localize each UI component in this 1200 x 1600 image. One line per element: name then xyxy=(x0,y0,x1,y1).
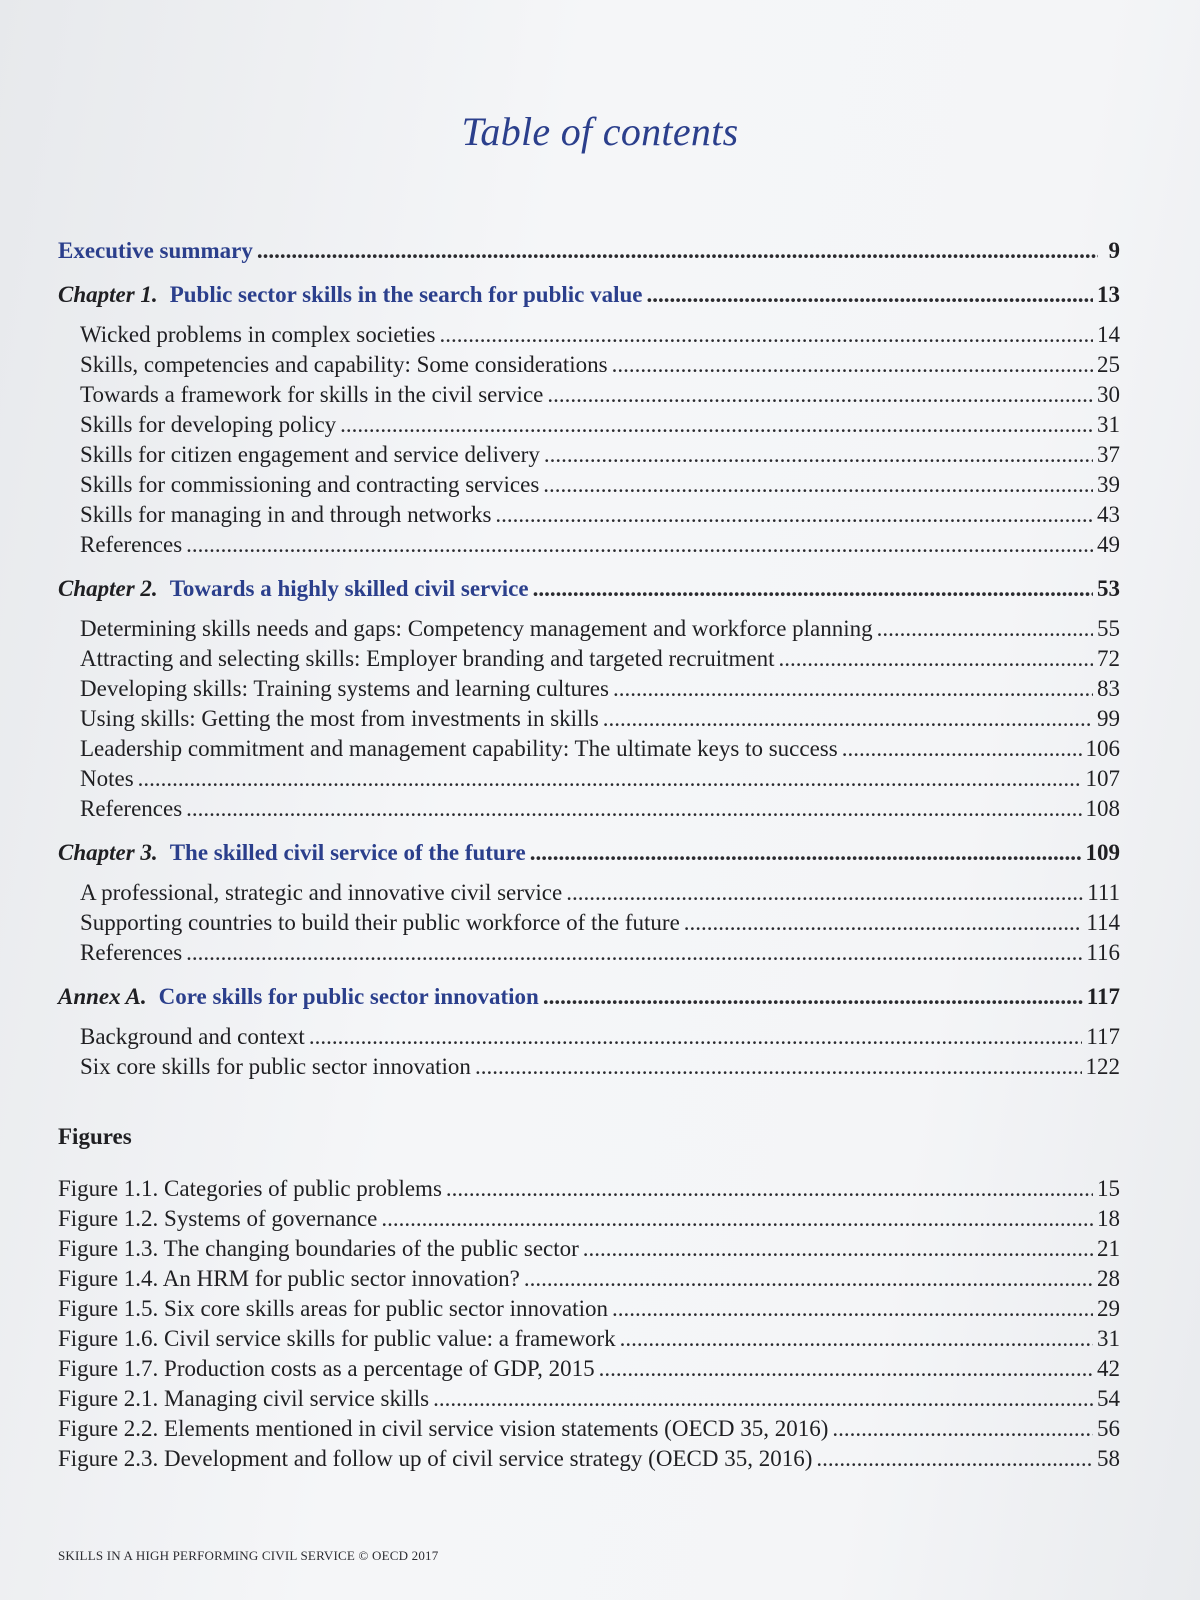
toc-figure-entry[interactable] xyxy=(58,1234,1120,1264)
toc-entry-page: 14 xyxy=(1097,322,1120,347)
dot-leader xyxy=(186,938,1082,968)
toc-entry-page: 107 xyxy=(1085,766,1120,791)
dot-leader xyxy=(524,1264,1093,1294)
toc-section-entry[interactable] xyxy=(58,908,1120,938)
toc-figure-entry[interactable] xyxy=(58,1204,1120,1234)
toc-entry-label: Six core skills for public sector innovation xyxy=(80,1054,471,1079)
toc-figure-entry[interactable] xyxy=(58,1294,1120,1324)
dot-leader xyxy=(530,838,1082,868)
chapter-number: Chapter 1. xyxy=(58,282,158,307)
toc-entry-page: 116 xyxy=(1086,940,1120,965)
toc-entry-label: Determining skills needs and gaps: Competency management and workforce planning xyxy=(80,616,873,641)
chapter-title: The skilled civil service of the future xyxy=(169,840,526,865)
dot-leader xyxy=(612,1294,1093,1324)
chapter-number: Chapter 2. xyxy=(58,576,158,601)
dot-leader xyxy=(684,908,1083,938)
toc-section-entry[interactable] xyxy=(58,764,1120,794)
dot-leader xyxy=(475,1052,1082,1082)
dot-leader xyxy=(138,764,1082,794)
dot-leader xyxy=(433,1384,1093,1414)
chapter-number: Annex A. xyxy=(58,984,147,1009)
toc-entry-page: 106 xyxy=(1085,736,1120,761)
toc-entry-label: Figure 1.2. Systems of governance xyxy=(58,1206,378,1231)
dot-leader xyxy=(620,1324,1093,1354)
toc-entry-label: Figure 2.3. Development and follow up of civil service strategy (OECD 35, 2016) xyxy=(58,1446,813,1471)
dot-leader xyxy=(612,350,1093,380)
toc-chapter-heading[interactable] xyxy=(58,838,1120,868)
toc-entry-page: 29 xyxy=(1097,1296,1120,1321)
toc-entry-label: Executive summary xyxy=(58,238,253,263)
dot-leader xyxy=(381,1204,1093,1234)
toc-section-entry[interactable] xyxy=(58,734,1120,764)
toc-figure-entry[interactable] xyxy=(58,1324,1120,1354)
toc-entry-page: 56 xyxy=(1097,1416,1120,1441)
toc-section-entry[interactable] xyxy=(58,644,1120,674)
toc-entry-page: 25 xyxy=(1097,352,1120,377)
toc-entry-label: Skills for citizen engagement and service delivery xyxy=(80,442,540,467)
toc-figure-entry[interactable] xyxy=(58,1384,1120,1414)
toc-entry-page: 99 xyxy=(1097,706,1120,731)
dot-leader xyxy=(877,614,1093,644)
toc-entry-label: Figure 2.1. Managing civil service skills xyxy=(58,1386,430,1411)
toc-entry-label: Figure 1.1. Categories of public problems xyxy=(58,1176,442,1201)
toc-section-entry[interactable] xyxy=(58,440,1120,470)
toc-entry-label: Figure 1.6. Civil service skills for public value: a framework xyxy=(58,1326,616,1351)
dot-leader xyxy=(544,440,1093,470)
toc-section-entry[interactable] xyxy=(58,704,1120,734)
toc-section-entry[interactable] xyxy=(58,938,1120,968)
toc-entry-page: 55 xyxy=(1097,616,1120,641)
toc-entry-label: Skills, competencies and capability: Some considerations xyxy=(80,352,608,377)
toc-entry-page: 108 xyxy=(1085,796,1120,821)
dot-leader xyxy=(778,644,1093,674)
toc-section-entry[interactable] xyxy=(58,674,1120,704)
toc-section-entry[interactable] xyxy=(58,1022,1120,1052)
dot-leader xyxy=(566,878,1083,908)
chapter-title: Public sector skills in the search for public value xyxy=(169,282,643,307)
toc-entry-label: Towards a framework for skills in the civil service xyxy=(80,382,544,407)
toc-entry-page: 39 xyxy=(1097,472,1120,497)
toc-entry-page: 109 xyxy=(1085,840,1120,865)
toc-figure-entry[interactable] xyxy=(58,1444,1120,1474)
toc-entry-page: 83 xyxy=(1097,676,1120,701)
dot-leader xyxy=(340,410,1093,440)
toc-entry-page: 9 xyxy=(1108,238,1120,263)
toc-figure-entry[interactable] xyxy=(58,1174,1120,1204)
dot-leader xyxy=(186,530,1093,560)
toc-entry-label: References xyxy=(80,796,183,821)
dot-leader xyxy=(613,674,1093,704)
toc-entry-page: 117 xyxy=(1086,1024,1120,1049)
toc-entry-page: 117 xyxy=(1086,984,1120,1009)
toc-entry-page: 37 xyxy=(1097,442,1120,467)
toc-entry-label: Using skills: Getting the most from investments in skills xyxy=(80,706,599,731)
dot-leader xyxy=(599,1354,1093,1384)
toc-entry-page: 54 xyxy=(1097,1386,1120,1411)
toc-entry-label: Figure 1.3. The changing boundaries of the public sector xyxy=(58,1236,579,1261)
toc-entry-page: 53 xyxy=(1097,576,1120,601)
toc-entry-page: 111 xyxy=(1087,880,1120,905)
toc-entry-label: Figure 1.7. Production costs as a percentage of GDP, 2015 xyxy=(58,1356,595,1381)
dot-leader xyxy=(257,236,1098,266)
toc-entry-page: 15 xyxy=(1097,1176,1120,1201)
toc-section-entry[interactable] xyxy=(58,794,1120,824)
toc-entry-label: A professional, strategic and innovative civil service xyxy=(80,880,563,905)
toc-chapter-heading[interactable] xyxy=(58,982,1120,1012)
dot-leader xyxy=(533,574,1093,604)
page-footer: SKILLS IN A HIGH PERFORMING CIVIL SERVICE © OECD 2017 xyxy=(58,1548,439,1563)
toc-entry-label: References xyxy=(80,940,183,965)
figure-list xyxy=(58,1174,1120,1474)
toc-entry-page: 31 xyxy=(1097,1326,1120,1351)
dot-leader xyxy=(547,380,1093,410)
toc-entry-page: 28 xyxy=(1097,1266,1120,1291)
page-title: Table of contents xyxy=(461,109,739,154)
toc-chapter-heading[interactable] xyxy=(58,574,1120,604)
toc-entry-label: Supporting countries to build their public workforce of the future xyxy=(80,910,680,935)
toc-entry-label: Figure 2.2. Elements mentioned in civil service vision statements (OECD 35, 2016) xyxy=(58,1416,829,1441)
toc-entry-label: Background and context xyxy=(80,1024,305,1049)
toc-entry-label: Leadership commitment and management capability: The ultimate keys to success xyxy=(80,736,838,761)
toc-section-entry[interactable] xyxy=(58,470,1120,500)
toc-entry-label: References xyxy=(80,532,183,557)
toc-section-entry[interactable] xyxy=(58,410,1120,440)
dot-leader xyxy=(832,1414,1093,1444)
toc-entry-label: Figure 1.5. Six core skills areas for public sector innovation xyxy=(58,1296,608,1321)
toc-entry-page: 114 xyxy=(1086,910,1120,935)
toc-entry-label: Skills for commissioning and contracting services xyxy=(80,472,540,497)
dot-leader xyxy=(543,982,1083,1012)
toc-section-entry[interactable] xyxy=(58,350,1120,380)
toc-entry-page: 31 xyxy=(1097,412,1120,437)
dot-leader xyxy=(647,280,1094,310)
toc-section-entry[interactable] xyxy=(58,530,1120,560)
chapter-number: Chapter 3. xyxy=(58,840,158,865)
toc-entry-page: 72 xyxy=(1097,646,1120,671)
toc-entry-label: Figure 1.4. An HRM for public sector innovation? xyxy=(58,1266,520,1291)
figures-heading: Figures xyxy=(58,1124,132,1149)
chapter-title: Core skills for public sector innovation xyxy=(158,984,539,1009)
dot-leader xyxy=(543,470,1093,500)
toc-entry-page: 42 xyxy=(1097,1356,1120,1381)
toc-section-entry[interactable] xyxy=(58,1052,1120,1082)
toc-entry-page: 43 xyxy=(1097,502,1120,527)
toc-entry-label: Attracting and selecting skills: Employer branding and targeted recruitment xyxy=(80,646,775,671)
toc-section-entry[interactable] xyxy=(58,380,1120,410)
dot-leader xyxy=(446,1174,1093,1204)
dot-leader xyxy=(309,1022,1083,1052)
toc-entry-page: 58 xyxy=(1097,1446,1120,1471)
toc-entry-label: Developing skills: Training systems and learning cultures xyxy=(80,676,609,701)
dot-leader xyxy=(842,734,1082,764)
dot-leader xyxy=(439,320,1093,350)
toc-entry-label: Skills for managing in and through networks xyxy=(80,502,492,527)
toc-entry-executive-summary[interactable] xyxy=(58,236,1120,266)
toc-chapter-heading[interactable] xyxy=(58,280,1120,310)
toc-section-entry[interactable] xyxy=(58,500,1120,530)
toc-figure-entry[interactable] xyxy=(58,1414,1120,1444)
dot-leader xyxy=(583,1234,1093,1264)
table-of-contents xyxy=(58,236,1120,1474)
chapter-list xyxy=(58,280,1120,1082)
toc-entry-label: Notes xyxy=(80,766,134,791)
chapter-title: Towards a highly skilled civil service xyxy=(169,576,529,601)
toc-entry-page: 30 xyxy=(1097,382,1120,407)
dot-leader xyxy=(186,794,1081,824)
toc-entry-label: Skills for developing policy xyxy=(80,412,337,437)
dot-leader xyxy=(816,1444,1093,1474)
toc-figure-entry[interactable] xyxy=(58,1354,1120,1384)
dot-leader xyxy=(603,704,1093,734)
toc-entry-page: 49 xyxy=(1097,532,1120,557)
toc-entry-page: 18 xyxy=(1097,1206,1120,1231)
dot-leader xyxy=(495,500,1093,530)
toc-entry-page: 13 xyxy=(1097,282,1120,307)
toc-entry-page: 21 xyxy=(1097,1236,1120,1261)
toc-entry-page: 122 xyxy=(1085,1054,1120,1079)
toc-section-entry[interactable] xyxy=(58,320,1120,350)
toc-section-entry[interactable] xyxy=(58,614,1120,644)
toc-figure-entry[interactable] xyxy=(58,1264,1120,1294)
toc-entry-label: Wicked problems in complex societies xyxy=(80,322,436,347)
toc-section-entry[interactable] xyxy=(58,878,1120,908)
